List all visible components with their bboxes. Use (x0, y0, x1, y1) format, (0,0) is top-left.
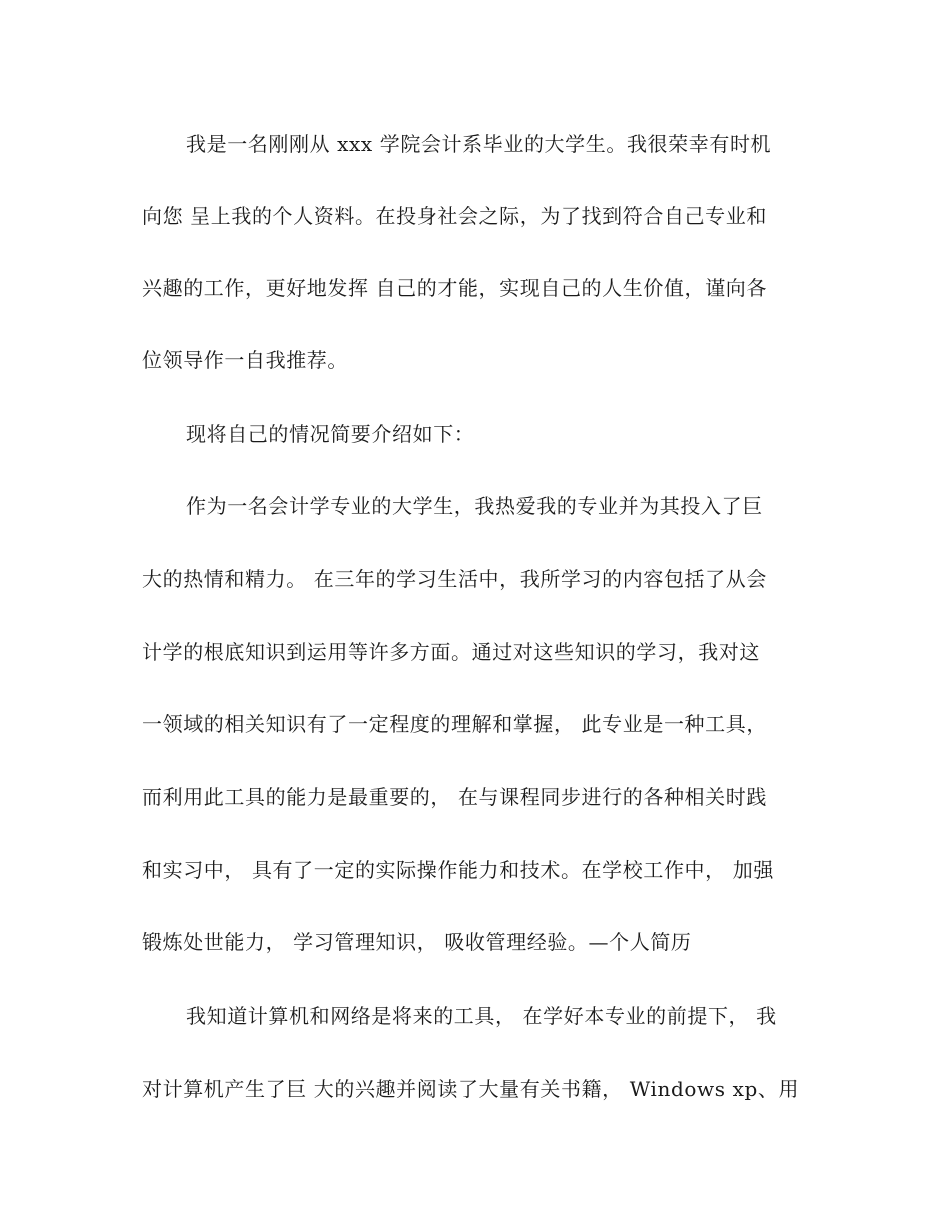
paragraph-3-line-2: 大的热情和精力。 在三年的学习生活中，我所学习的内容包括了从会 (142, 567, 767, 591)
paragraph-3-line-3: 计学的根底知识到运用等许多方面。通过对这些知识的学习，我对这 (142, 640, 760, 664)
paragraph-3-line-1: 作为一名会计学专业的大学生，我热爱我的专业并为其投入了巨 (186, 494, 763, 518)
paragraph-3-line-7: 锻炼处世能力， 学习管理知识， 吸收管理经验。—个人简历 (142, 930, 692, 954)
paragraph-3-line-4: 一领域的相关知识有了一定程度的理解和掌握， 此专业是一种工具， (142, 712, 767, 736)
paragraph-1-line-3: 兴趣的工作，更好地发挥 自己的才能，实现自己的人生价值，谨向各 (142, 276, 767, 300)
paragraph-3-line-5: 而利用此工具的能力是最重要的， 在与课程同步进行的各种相关时践 (142, 785, 767, 809)
paragraph-1-line-1: 我是一名刚刚从 xxx 学院会计系毕业的大学生。我很荣幸有时机 (186, 132, 772, 156)
paragraph-1-line-2: 向您 呈上我的个人资料。在投身社会之际，为了找到符合自己专业和 (142, 204, 767, 228)
paragraph-4-line-2: 对计算机产生了巨 大的兴趣并阅读了大量有关书籍， Windows xp、用 (142, 1077, 800, 1101)
paragraph-4-line-1: 我知道计算机和网络是将来的工具， 在学好本专业的前提下， 我 (186, 1004, 777, 1028)
paragraph-1-line-4: 位领导作一自我推荐。 (142, 348, 348, 372)
paragraph-3-line-6: 和实习中， 具有了一定的实际操作能力和技术。在学校工作中， 加强 (142, 858, 774, 882)
paragraph-2-line-1: 现将自己的情况简要介绍如下： (186, 422, 475, 446)
